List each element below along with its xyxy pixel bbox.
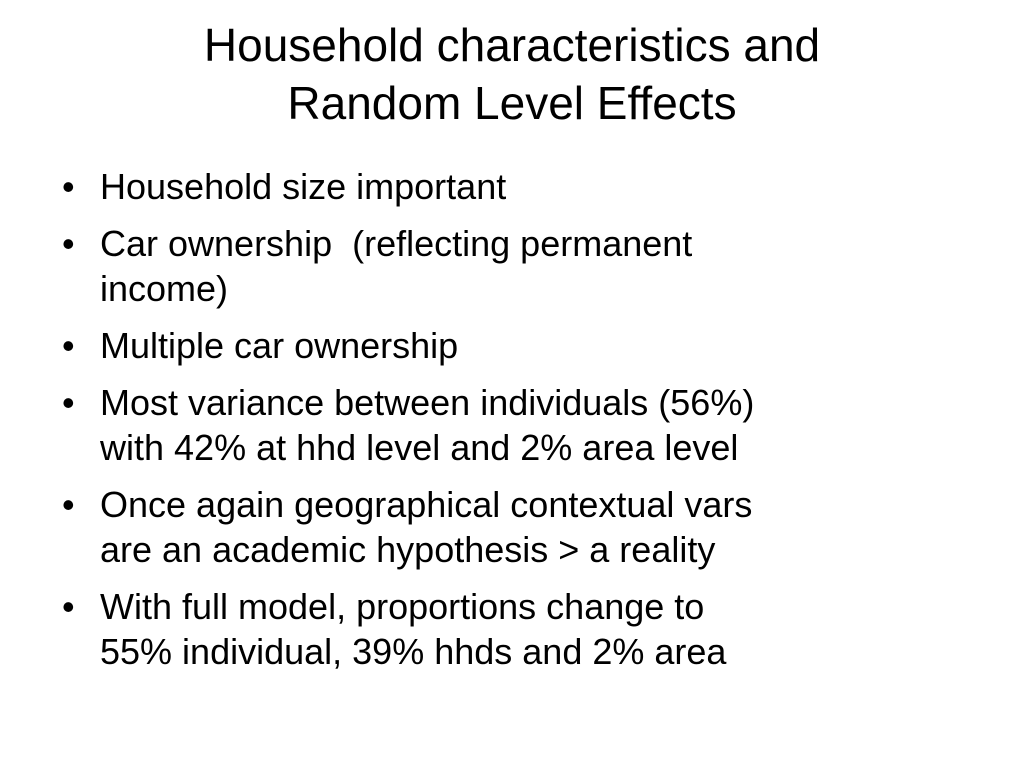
bullet-marker: • <box>62 325 75 366</box>
bullet-item <box>62 380 962 470</box>
bullet-marker: • <box>62 382 75 423</box>
bullet-text: Most variance between individuals (56%) with 42% at hhd level and 2% area level <box>100 382 755 468</box>
bullet-item <box>62 482 962 572</box>
bullet-marker: • <box>62 166 75 207</box>
bullet-marker: • <box>62 586 75 627</box>
bullet-item <box>62 164 962 209</box>
bullet-item <box>62 323 962 368</box>
bullet-text: Multiple car ownership <box>100 325 459 366</box>
bullet-list <box>62 164 962 686</box>
bullet-text: With full model, proportions change to 55% individual, 39% hhds and 2% area <box>100 586 727 672</box>
bullet-item <box>62 584 962 674</box>
bullet-item <box>62 221 962 311</box>
slide-title-line-2: Random Level Effects <box>287 77 737 129</box>
bullet-text: Household size important <box>100 166 507 207</box>
bullet-marker: • <box>62 223 75 264</box>
bullet-text: Car ownership (reflecting permanent income) <box>100 223 693 309</box>
slide-title <box>60 16 964 132</box>
slide-title-line-1: Household characteristics and <box>203 19 821 71</box>
bullet-text: Once again geographical contextual vars are an academic hypothesis > a reality <box>100 484 753 570</box>
bullet-marker: • <box>62 484 75 525</box>
